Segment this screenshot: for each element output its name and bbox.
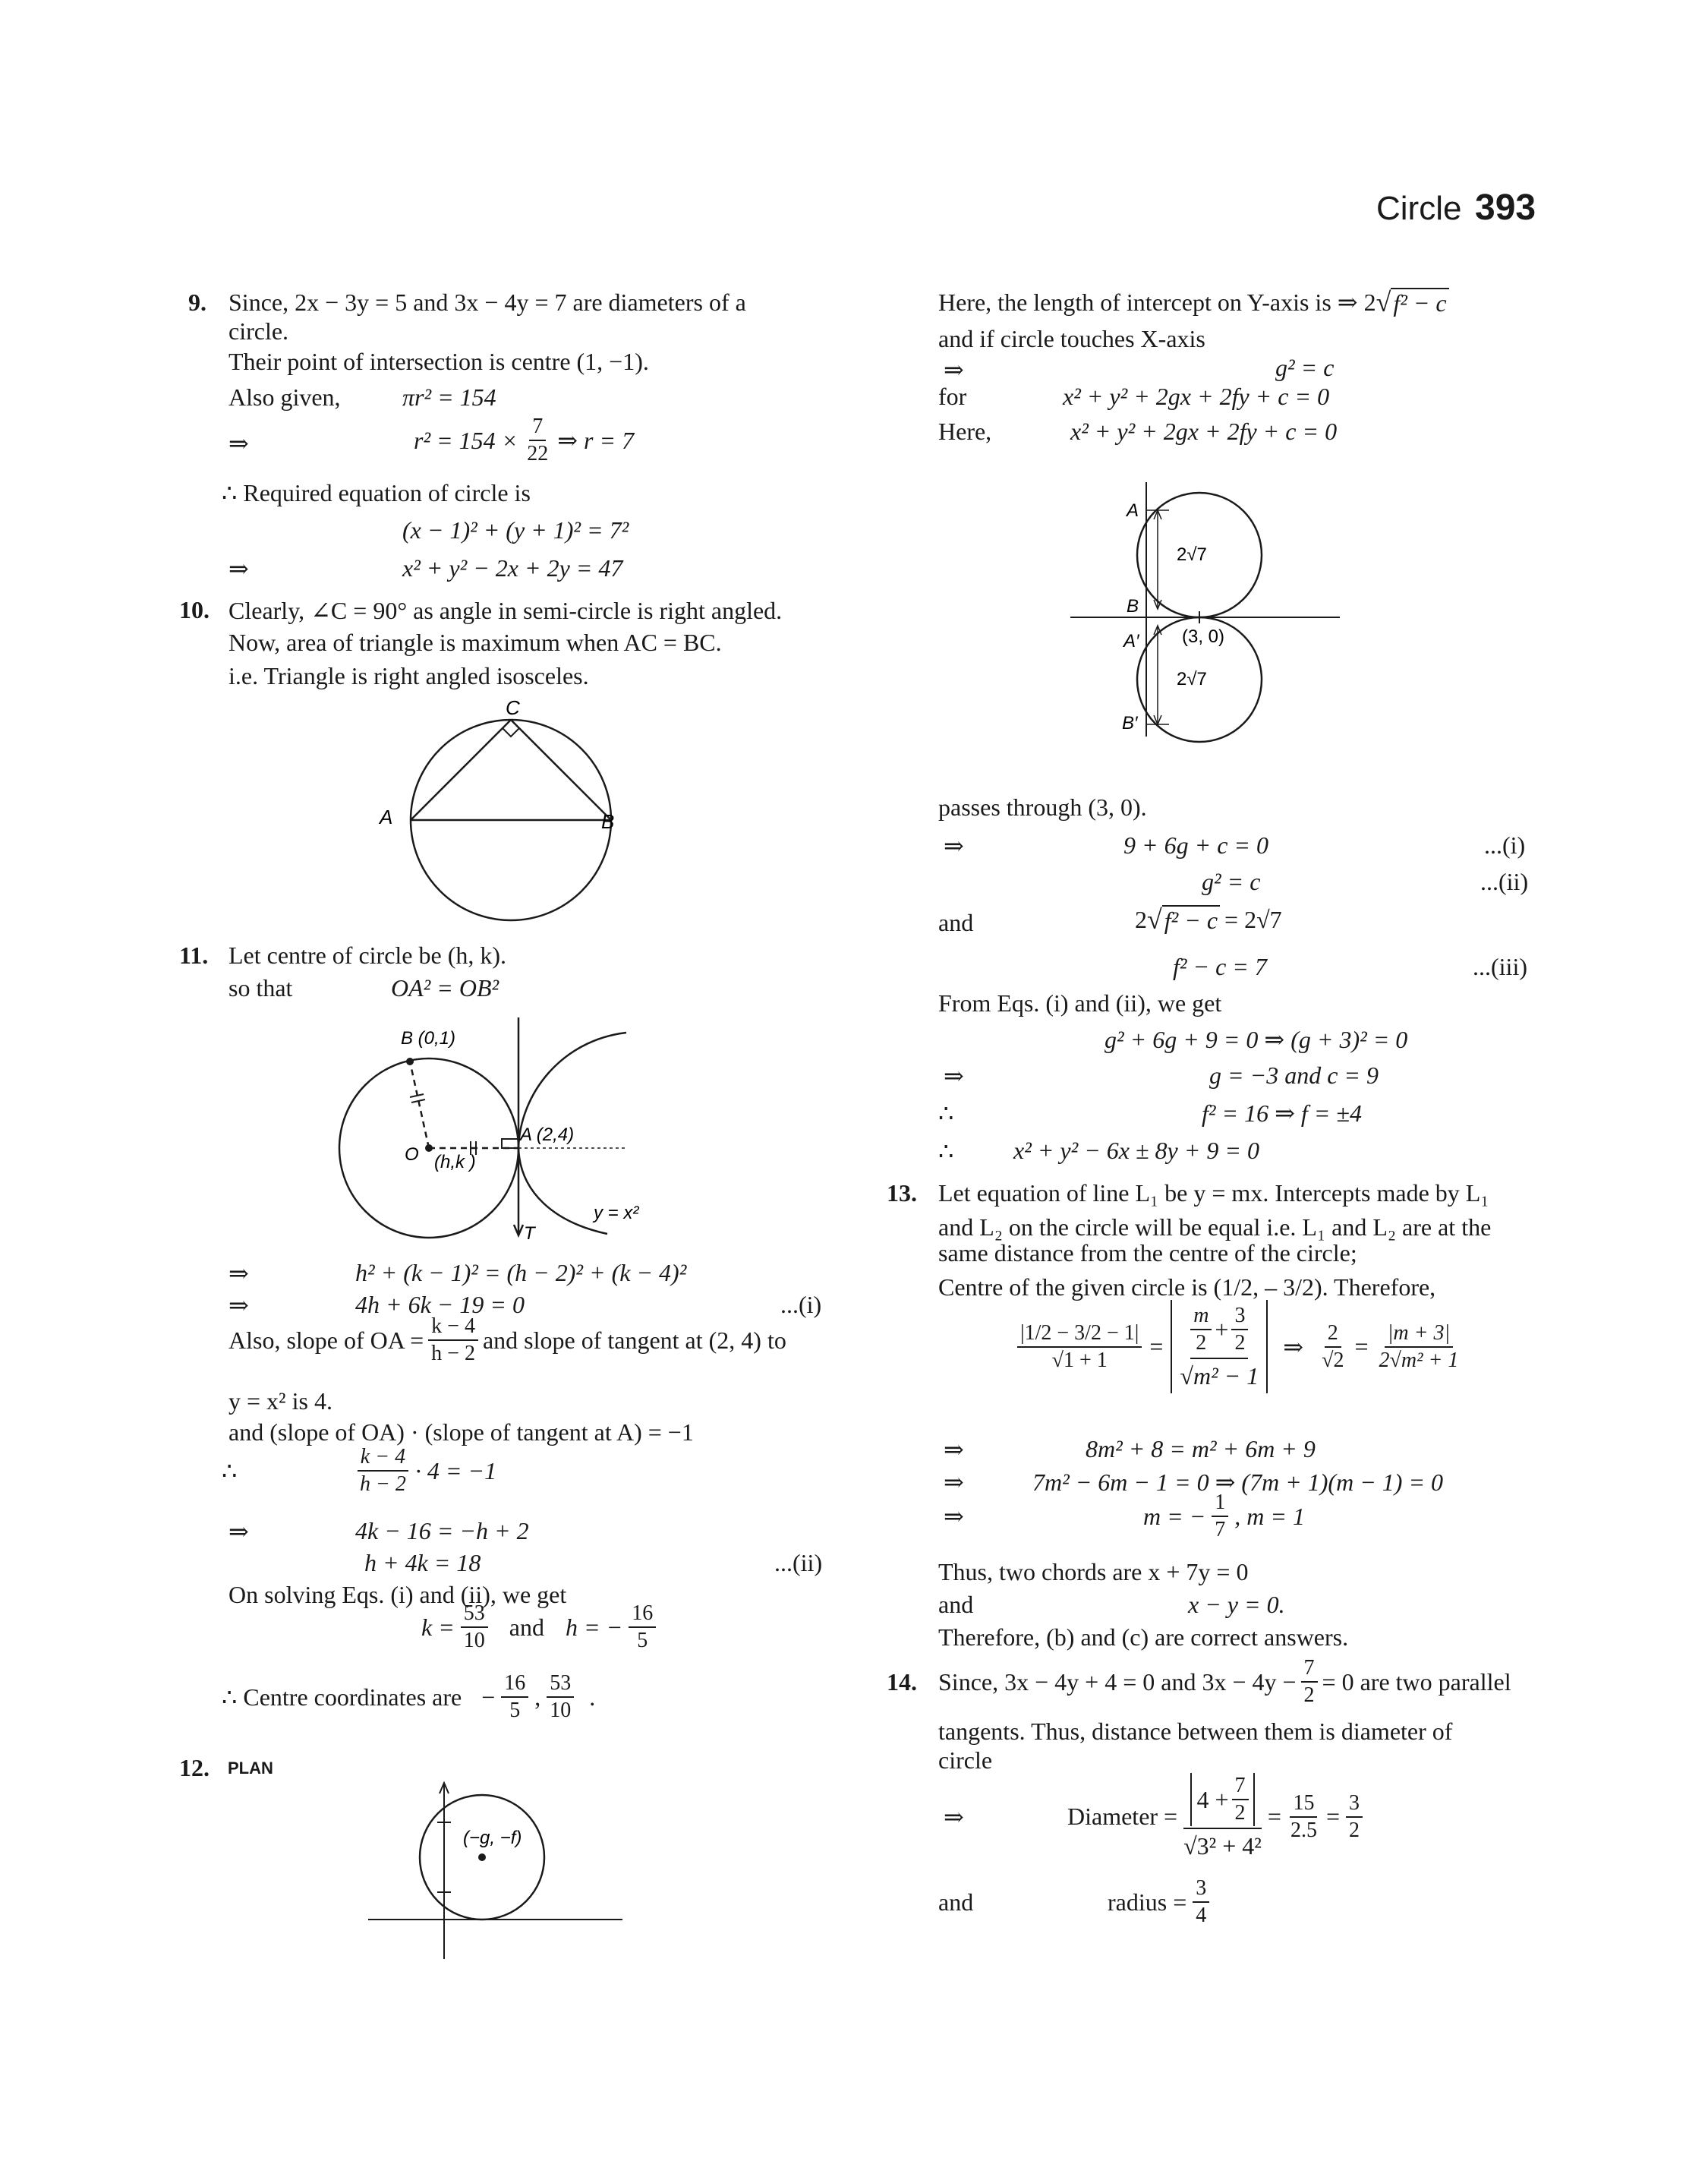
equation-tag: ...(ii) [1480,868,1529,895]
question-number: 13. [887,1179,917,1207]
equation [938,286,1449,318]
eq-part: 2 [1135,905,1147,933]
absolute-value [1190,1773,1254,1826]
two-circles-figure [1063,478,1351,752]
equals: = [1267,1803,1281,1830]
denominator: 2 [1234,1331,1246,1355]
numerator: 7 [1232,1773,1249,1800]
equation-tag: ...(ii) [774,1549,823,1576]
denominator: 7 [1215,1518,1226,1541]
equation: f² − c = 7 [1173,953,1267,980]
text-line: and L₂ on the circle will be equal i.e. L₁ and L₂ are at the [938,1213,1492,1241]
numerator: k − 4 [428,1314,478,1341]
denominator: 2 [1303,1683,1315,1707]
text-line: Thus, two chords are x + 7y = 0 [938,1558,1249,1585]
equation: πr² = 154 [402,383,496,411]
text-line: and [938,909,974,936]
numerator: 3 [1193,1875,1209,1903]
right-angle-mark [503,728,519,737]
eq-part: Diameter = [1067,1803,1178,1830]
implies-symbol: ⇒ [944,1062,964,1090]
question-number: 11. [179,942,209,969]
question-number: 9. [188,289,206,316]
plus: + [1215,1315,1229,1343]
text-line: passes through (3, 0). [938,793,1147,821]
denominator: 10 [463,1629,485,1652]
text-line: Centre of the given circle is (1/2, – 3/2). Therefore, [938,1273,1436,1301]
side-bc [511,720,611,820]
eq-part: Also, slope of OA = [228,1326,424,1354]
compound-numerator [1190,1303,1248,1359]
text-line: i.e. Triangle is right angled isosceles. [228,662,589,689]
equation-tag: ...(i) [1484,831,1526,859]
label-radius-upper: 2√7 [1177,544,1207,565]
text-line: On solving Eqs. (i) and (ii), we get [228,1581,567,1608]
numerator: 1 [1212,1490,1228,1517]
eq-part: Here, the length of intercept on Y-axis is ⇒ 2 [938,289,1376,316]
page-number: 393 [1475,188,1536,228]
denominator: 4 [1196,1904,1207,1927]
equation [222,1444,496,1497]
equation: x² + y² − 2x + 2y = 47 [402,554,623,582]
equation: g² = c [1275,354,1335,381]
text-line: ∴ Required equation of circle is [222,479,531,506]
denominator: √2 [1322,1348,1344,1372]
label-a: A [380,806,393,828]
text-line: same distance from the centre of the circle; [938,1239,1357,1267]
implies-symbol: ⇒ [1283,1333,1304,1361]
label-curve: y = x² [594,1203,639,1223]
fraction [1017,1320,1142,1374]
eq-part: radius = [1108,1888,1187,1916]
sqrt-symbol: √ [1376,287,1391,317]
fraction [501,1670,528,1724]
absolute-value [1171,1300,1268,1393]
numerator: 53 [547,1670,574,1698]
implies-symbol: ⇒ [944,832,964,860]
question-number: 12. [179,1754,210,1781]
equation: OA² = OB² [391,974,499,1002]
equation [421,1601,656,1654]
fraction [1287,1790,1320,1844]
text-line: Let equation of line L₁ be y = mx. Intercepts made by L₁ [938,1179,1489,1207]
equation: x² + y² + 2gx + 2fy + c = 0 [1070,418,1338,445]
fraction [1212,1490,1228,1543]
label-hk: (h,k ) [434,1152,476,1172]
eq-part: k = [421,1613,455,1641]
implies-symbol: ⇒ [944,1468,964,1496]
denominator: √1 + 1 [1051,1348,1108,1372]
label-a: A (2,4) [520,1125,575,1145]
text-line: Since, 2x − 3y = 5 and 3x − 4y = 7 are diameters of a [228,289,746,316]
label-point: (3, 0) [1182,626,1225,647]
eq-part: and [509,1613,544,1641]
equation: x² + y² + 2gx + 2fy + c = 0 [1063,383,1330,410]
implies-symbol: ⇒ [228,1260,249,1287]
text-line: Now, area of triangle is maximum when AC = BC. [228,629,722,656]
numerator: 2 [1325,1320,1341,1348]
equation-tag: ...(i) [780,1291,822,1318]
implies-symbol: ⇒ [228,555,249,582]
implies-symbol: ⇒ [944,356,964,383]
plan-label: PLAN [228,1759,273,1778]
fraction [1190,1303,1212,1356]
numerator: k − 4 [358,1444,408,1472]
equation: g² = c [1202,868,1261,895]
equation: x − y = 0. [1188,1591,1285,1618]
question-number: 10. [179,596,210,623]
fraction [547,1670,574,1724]
denominator: h − 2 [431,1342,475,1365]
equation [938,1875,1209,1929]
point-o [425,1144,433,1152]
label-radius-lower: 2√7 [1177,669,1207,689]
numerator: 16 [501,1670,528,1698]
eq-part: r² = 154 × [414,426,518,454]
eq-part: . [589,1683,596,1711]
denominator: h − 2 [360,1472,406,1496]
label-b: B [1127,596,1139,617]
text-line: circle. [228,317,289,345]
eq-part: Since, 3x − 4y + 4 = 0 and 3x − 4y − [938,1667,1297,1696]
radicand: f² − c [1162,905,1220,935]
implies-symbol: ⇒ [944,1436,964,1463]
numerator: |1/2 − 3/2 − 1| [1017,1320,1142,1348]
text-line: y = x² is 4. [228,1387,332,1415]
equal-tick-ob [410,1094,425,1103]
eq-part: 4 + [1196,1785,1229,1813]
label-center: (−g, −f) [463,1828,522,1848]
equation: 7m² − 6m − 1 = 0 ⇒ (7m + 1)(m − 1) = 0 [1032,1468,1444,1496]
label-a-prime: A′ [1123,631,1139,651]
numerator: |m + 3| [1385,1320,1454,1348]
equals: = [1354,1333,1369,1360]
circle-center-figure [364,1777,630,1967]
text-line: Therefore, (b) and (c) are correct answers. [938,1623,1349,1651]
denominator: 2 [1196,1331,1207,1355]
denominator: 2.5 [1290,1818,1317,1842]
equation [414,414,634,467]
equals: = [1325,1803,1340,1830]
therefore-symbol: ∴ [938,1099,954,1127]
eq-part: · 4 = −1 [414,1456,497,1484]
implies-symbol: ⇒ [944,1503,964,1530]
text-line: so that [228,974,293,1002]
radicand: f² − c [1391,288,1448,317]
fraction [1232,1773,1249,1826]
fraction [357,1444,409,1497]
equation: 9 + 6g + c = 0 [1123,831,1268,859]
label-c: C [506,696,520,719]
equation: x² + y² − 6x ± 8y + 9 = 0 [1013,1137,1259,1164]
eq-part: and [938,1888,974,1916]
fraction [1319,1320,1347,1374]
text-line: and [938,1591,974,1618]
chapter-title: Circle [1376,190,1462,227]
numerator: 3 [1231,1303,1248,1330]
center-point [478,1853,486,1861]
text-line: Also given, [228,383,341,411]
fraction [524,414,551,467]
label-a: A [1127,500,1139,521]
fraction [1231,1303,1248,1356]
numerator: 16 [629,1601,656,1628]
equation-tag: ...(iii) [1473,953,1527,980]
eq-part: = 0 are two parallel [1322,1667,1511,1696]
equation: 4k − 16 = −h + 2 [355,1517,529,1544]
text-line: for [938,383,967,410]
numerator: 15 [1290,1790,1317,1818]
text-line: Here, [938,418,992,445]
numerator: 53 [461,1601,488,1628]
fraction [629,1601,656,1654]
implies-symbol: ⇒ [228,1518,249,1545]
equation: 4h + 6k − 19 = 0 [355,1291,525,1318]
text-line: Their point of intersection is centre (1, −1). [228,348,649,375]
equation: g² + 6g + 9 = 0 ⇒ (g + 3)² = 0 [1105,1026,1408,1053]
sqrt-symbol: √ [1147,904,1162,935]
eq-part: and slope of tangent at (2, 4) to [482,1326,786,1354]
denominator: 5 [637,1629,648,1652]
implies-symbol: ⇒ [228,1292,249,1319]
side-ac [411,720,511,820]
equation [1017,1300,1461,1393]
label-o: O [405,1144,419,1165]
label-t: T [524,1223,535,1244]
equation: h² + (k − 1)² = (h − 2)² + (k − 4)² [355,1259,687,1286]
fraction [1346,1790,1363,1844]
semicircle-triangle-figure [372,695,630,938]
numerator: 7 [529,414,546,441]
eq-part: , m = 1 [1234,1502,1305,1530]
question-number: 14. [887,1668,917,1696]
fraction [1193,1875,1209,1929]
text-line: Clearly, ∠C = 90° as angle in semi-circle is right angled. [228,597,783,624]
compound-fraction [1183,1773,1262,1860]
denominator: 22 [527,442,549,465]
text-line: circle [938,1746,993,1774]
text-line: Let centre of circle be (h, k). [228,942,507,969]
fraction [1301,1655,1318,1708]
denominator: √3² + 4² [1183,1828,1262,1860]
fraction [1376,1320,1462,1374]
numerator: m [1190,1303,1212,1330]
equation [228,1314,786,1367]
compound-denominator: √m² − 1 [1180,1362,1259,1390]
fraction [428,1314,478,1367]
eq-part: m = − [1143,1502,1206,1530]
denominator: 2√m² + 1 [1379,1348,1459,1372]
implies-symbol: ⇒ [944,1803,964,1831]
equation: (x − 1)² + (y + 1)² = 7² [402,516,629,544]
denominator: 10 [550,1699,572,1722]
eq-part: h = − [566,1613,623,1641]
equals: = [1149,1333,1164,1360]
equation [1135,904,1282,935]
label-b: B [601,810,615,833]
eq-part: , [534,1683,541,1711]
denominator: 2 [1348,1818,1360,1842]
implies-symbol: ⇒ [228,430,249,457]
text-line: From Eqs. (i) and (ii), we get [938,989,1222,1017]
eq-part: = 2√7 [1224,905,1282,933]
equation: g = −3 and c = 9 [1209,1062,1379,1089]
tangent-parabola-figure [334,1010,660,1260]
right-angle-mark [502,1139,518,1148]
denominator: 5 [509,1699,521,1722]
text-line: and if circle touches X-axis [938,325,1205,352]
eq-part: − [481,1683,496,1711]
fraction [461,1601,488,1654]
label-b-prime: B′ [1122,713,1138,733]
numerator: 3 [1346,1790,1363,1818]
text-line: tangents. Thus, distance between them is diameter of [938,1718,1453,1745]
numerator: 7 [1301,1655,1318,1683]
text-line: and (slope of OA) · (slope of tangent at A) = −1 [228,1418,694,1446]
eq-part: ∴ Centre coordinates are [222,1683,462,1711]
radius-ob [410,1062,429,1148]
equation [222,1670,595,1724]
equation [944,1490,1305,1543]
label-b: B (0,1) [401,1028,456,1049]
point-b [406,1058,414,1065]
equation [944,1773,1363,1860]
equation: 8m² + 8 = m² + 6m + 9 [1086,1435,1316,1462]
equation: h + 4k = 18 [364,1549,481,1576]
therefore-symbol: ∴ [222,1457,238,1484]
therefore-symbol: ∴ [938,1137,954,1165]
eq-part: ⇒ r = 7 [557,427,635,454]
equation [938,1655,1511,1708]
denominator: 2 [1234,1801,1246,1825]
equation: f² = 16 ⇒ f = ±4 [1202,1099,1362,1127]
